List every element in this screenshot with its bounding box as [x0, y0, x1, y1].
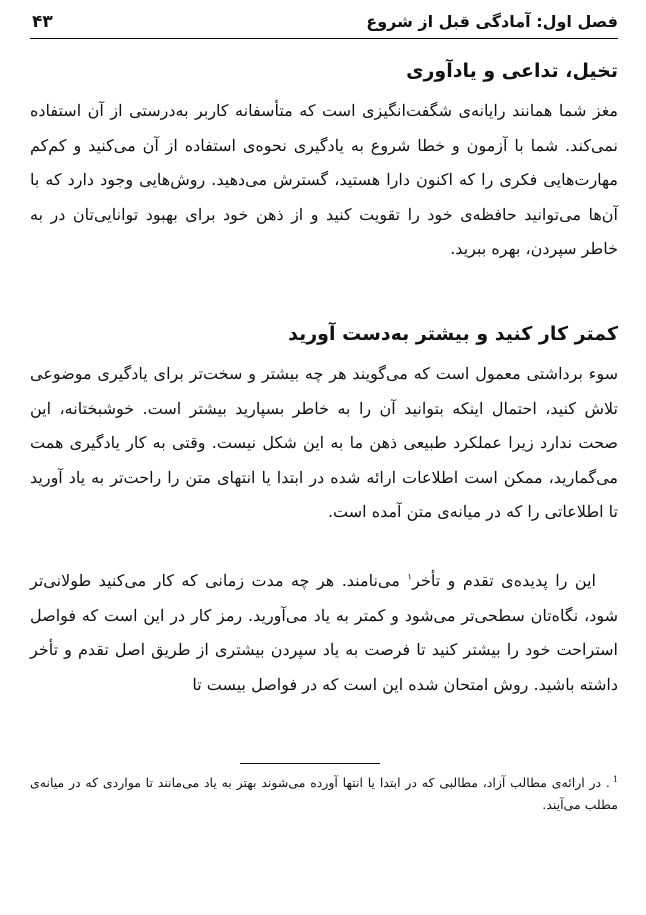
running-header — [30, 8, 618, 39]
section-heading-imagination: تخیل، تداعی و یادآوری — [406, 60, 618, 82]
paragraph-brain: مغز شما همانند رایانه‌ی شگفت‌انگیزی است که متأسفانه کاربر به‌درستی از آن استفاده نمی‌کند. شما با آزمون و خطا شروع به یادگیری نحوه‌ی استفاده از آن می‌کنید و کم‌کم مهارت‌هایی فکری را که اکنون دارا هستید، گسترش می‌دهید. روش‌هایی وجود دارد که با آن‌ها می‌توانید حافظه‌ی خود را تقویت کنید و از ذهن خود برای بهبود توانایی‌تان در به خاطر سپردن، بهره ببرید. — [30, 101, 619, 258]
footnote-divider — [240, 763, 380, 764]
paragraph-text-end: می‌نامند. هر چه مدت زمانی که کار می‌کنید طولانی‌تر شود، نگاه‌تان سطحی‌تر می‌شود و کمتر به یاد می‌آورید. رمز کار در این است که فواصل استراحت خود را بیشتر کنید تا فرصت به یاد سپردن بیشتری از طریق اصل تقدم و تأخر داشته باشید. روش امتحان شده این است که در فواصل بیست تا — [30, 571, 618, 694]
section-heading-work-less: کمتر کار کنید و بیشتر به‌دست آورید — [288, 323, 618, 345]
footnote — [30, 772, 618, 816]
chapter-title: فصل اول: آمادگی قبل از شروع — [366, 12, 618, 31]
paragraph-text-start: این را پدیده‌ی تقدم و تأخر — [412, 571, 596, 590]
footnote-text: . در ارائه‌ی مطالب آزاد، مطالبی که در ابتدا یا انتها آورده می‌شوند بهتر به یاد می‌مانند تا مواردی که در میانه‌ی مطلب می‌آیند. — [30, 775, 618, 812]
paragraph-misconception: سوء برداشتی معمول است که می‌گویند هر چه بیشتر و سخت‌تر برای یادگیری موضوعی تلاش کنید، احتمال اینکه بتوانید آن را به خاطر بسپارید بیشتر است. خوشبختانه، این صحت ندارد زیرا عملکرد طبیعی ذهن ما به این شکل نیست. وقتی به کار یادگیری همت می‌گمارید، ممکن است اطلاعات ارائه شده در ابتدا یا انتهای متن را راحت‌تر به یاد آورید تا اطلاعاتی را که در میانه‌ی متن آمده است. — [30, 364, 618, 521]
paragraph-primacy-recency — [30, 564, 618, 702]
footnote-reference[interactable]: ۱ — [407, 572, 413, 583]
footnote-marker: 1 — [612, 774, 618, 784]
page-number: ۴۳ — [32, 12, 53, 32]
